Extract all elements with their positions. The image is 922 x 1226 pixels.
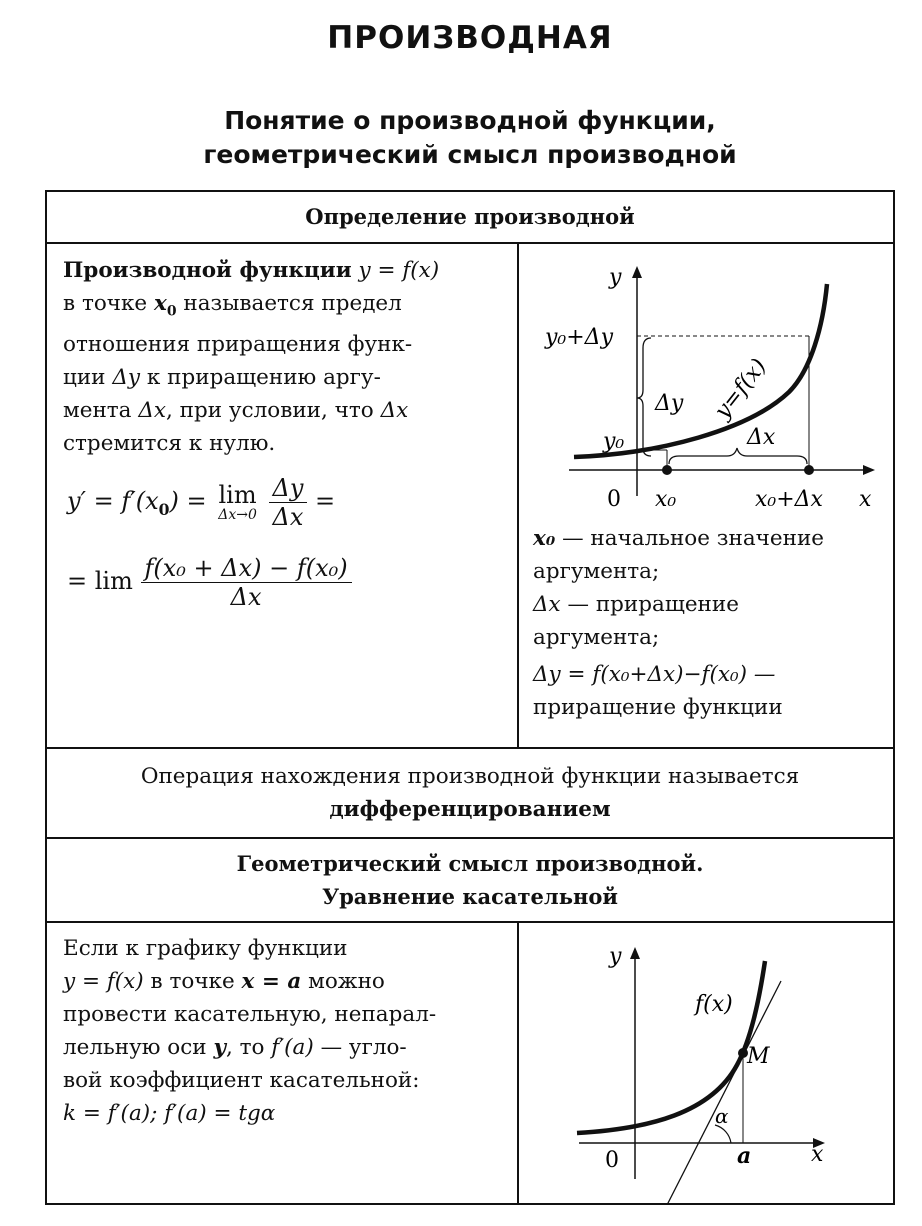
frac1-numerator: Δy	[269, 474, 308, 503]
row-divider	[47, 747, 893, 749]
tangent-line4-c: — угло-	[320, 1035, 407, 1060]
def-line-3: отношения приращения функ-	[63, 332, 413, 358]
def-line4-b: к приращению аргу-	[146, 365, 381, 391]
y0-dy-label: y₀+Δy	[545, 325, 613, 350]
note-x0-text-2: аргумента;	[533, 559, 660, 584]
dx-brace	[669, 448, 807, 464]
geometric-header-line-2: Уравнение касательной	[322, 884, 618, 909]
note-x0-symbol: x₀	[533, 526, 556, 551]
tangent-graph	[519, 923, 895, 1205]
increment-notes	[533, 522, 893, 724]
note-dx-symbol: Δx	[533, 592, 561, 617]
def-sub0: 0	[166, 303, 177, 320]
y0-label: y₀	[603, 429, 625, 454]
page-title: ПРОИЗВОДНАЯ	[327, 20, 613, 56]
tangent-line-5: вой коэффициент касательной:	[63, 1068, 420, 1093]
subtitle-line-1: Понятие о производной функции,	[224, 106, 716, 135]
tangent-line4-a: лельную оси	[63, 1035, 207, 1060]
differentiation-term: дифференцированием	[329, 797, 611, 822]
dy-brace	[637, 338, 651, 456]
frac2-denominator: Δx	[230, 583, 262, 611]
tangent-line-6: k = f′(a); f′(a) = tgα	[63, 1101, 276, 1126]
def-dx-2: Δx	[380, 398, 409, 424]
formula2-lead: = lim	[67, 567, 133, 595]
x-axis-label: x	[811, 1142, 824, 1167]
y-axis-arrow	[632, 266, 642, 278]
alpha-label: α	[715, 1104, 729, 1128]
geometric-header-line-1: Геометрический смысл производной.	[236, 851, 704, 876]
def-text-1: в точке	[63, 291, 148, 316]
x0-point	[662, 465, 672, 475]
tangent-line4-f: f′(a)	[271, 1035, 314, 1060]
tangent-x-eq-a: x = a	[241, 969, 302, 994]
lim-subscript: Δx→0	[218, 506, 257, 523]
page-subtitle	[0, 104, 922, 172]
lim-label: lim	[218, 480, 257, 509]
frac2-numerator: f(x₀ + Δx) − f(x₀)	[141, 554, 352, 583]
def-x0: x	[154, 291, 167, 316]
def-line5-b: , при условии, что	[166, 398, 374, 424]
x-axis-arrow	[863, 465, 875, 475]
x0-dx-label: x₀+Δx	[755, 487, 823, 512]
function-curve	[577, 961, 765, 1133]
note-dx-text-2: аргумента;	[533, 625, 660, 650]
def-line4-a: ции	[63, 365, 106, 391]
def-dy: Δy	[112, 365, 141, 391]
differentiation-note	[47, 760, 893, 826]
dx-label: Δx	[747, 425, 776, 450]
def-line5-a: мента	[63, 398, 132, 424]
increment-graph	[519, 244, 895, 516]
note-dx-text: — приращение	[567, 592, 739, 617]
x0-dx-point	[804, 465, 814, 475]
tangent-line4-y: y	[213, 1035, 226, 1060]
formula-equals: =	[315, 487, 336, 515]
origin-label: 0	[605, 1148, 619, 1173]
subtitle-line-2: геометрический смысл производной	[203, 140, 737, 169]
m-label: M	[747, 1044, 770, 1069]
origin-label: 0	[607, 487, 621, 512]
tangent-text	[63, 932, 511, 1130]
section-definition-header: Определение производной	[305, 204, 635, 229]
def-formula: y = f(x)	[358, 258, 440, 283]
dy-label: Δy	[655, 391, 684, 416]
derivative-table	[45, 190, 895, 1205]
derivative-formula-expanded	[67, 554, 352, 611]
y-axis-label: y	[609, 944, 622, 969]
note-dy-text: приращение функции	[533, 695, 783, 720]
differentiation-line-1: Операция нахождения производной функции называется	[140, 764, 800, 789]
def-line-6: стремится к нулю.	[63, 431, 276, 457]
x-axis-label: x	[859, 487, 872, 512]
x0-label: x₀	[655, 487, 677, 512]
tangent-line-1: Если к графику функции	[63, 936, 348, 961]
tangent-formula: y = f(x)	[63, 969, 144, 994]
tangent-line2-end: можно	[308, 969, 385, 994]
curve-label: y=f(x)	[710, 354, 772, 424]
def-text-2: называется предел	[183, 291, 402, 316]
definition-text	[63, 254, 503, 460]
def-bold: Производной функции	[63, 258, 352, 283]
note-dy-formula: Δy = f(x₀+Δx)−f(x₀) —	[533, 662, 776, 687]
frac1-denominator: Δx	[272, 503, 304, 531]
formula-lhs: y′ = f′(x	[67, 487, 159, 515]
derivative-formula: $y' = f'(x_0)$ = lim Δx→0 $\frac{\Delta y}{\Delta x}$ =	[67, 474, 336, 531]
note-x0-text: — начальное значение	[562, 526, 824, 551]
y-axis-label: y	[609, 265, 622, 290]
tangent-line4-b: , то	[225, 1035, 265, 1060]
formula-lhs-close: ) =	[169, 487, 207, 515]
y-axis-arrow	[630, 947, 640, 959]
tangent-line-3: провести касательную, непарал-	[63, 1002, 437, 1027]
fx-label: f(x)	[695, 992, 733, 1017]
tangent-line2-mid: в точке	[150, 969, 235, 994]
def-dx: Δx	[138, 398, 166, 424]
a-label: a	[737, 1143, 752, 1169]
section-geometric-header	[47, 847, 893, 913]
row-divider	[47, 837, 893, 839]
